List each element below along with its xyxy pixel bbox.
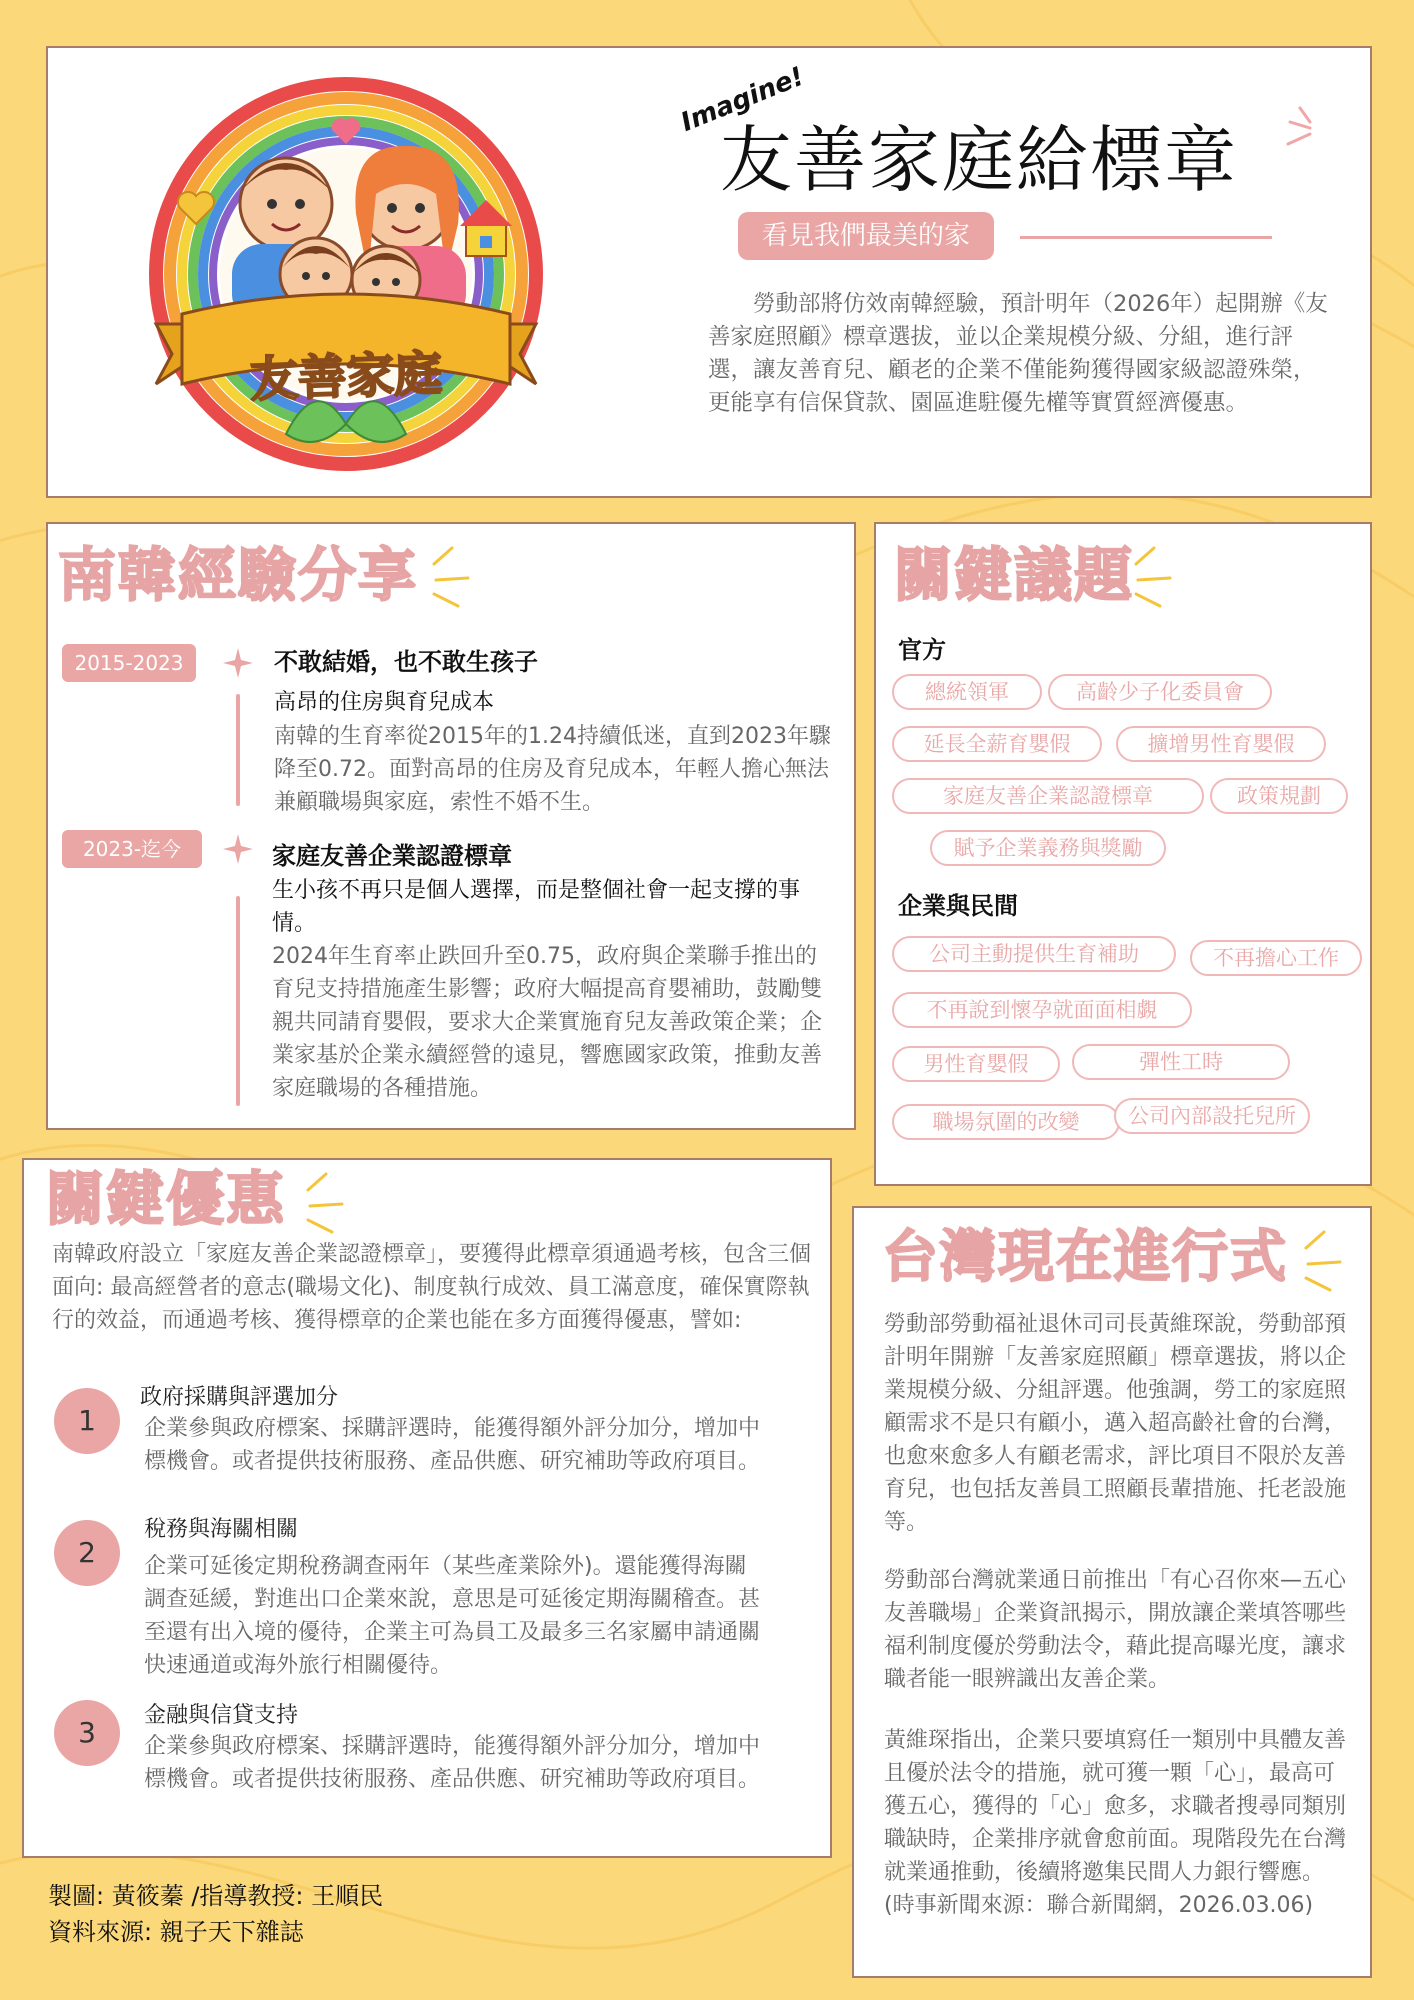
taiwan-paragraph-2: 勞動部台灣就業通日前推出「有心召你來—五心友善職場」企業資訊揭示，開放讓企業填答哪些福利制度優於勞動法令，藉此提高曝光度，讓求職者能一眼辨識出友善企業。 [884, 1568, 1347, 1692]
benefits-title: 關鍵優惠 [46, 1165, 287, 1233]
korea-panel [46, 522, 856, 1130]
subtitle-badge: 看見我們最美的家 [738, 212, 994, 260]
issue-tag: 男性育嬰假 [892, 1046, 1060, 1082]
subtitle-rule [1020, 236, 1272, 239]
benefit-3-body: 企業參與政府標案、採購評選時，能獲得額外評分加分，增加中標機會。或者提供技術服務、產品供應、研究補助等政府項目。 [144, 1734, 761, 1792]
taiwan-title: 台灣現在進行式 [882, 1225, 1288, 1290]
timeline-line-1 [236, 694, 240, 806]
issue-tag: 家庭友善企業認證標章 [892, 778, 1204, 814]
benefit-number-1: 1 [54, 1388, 120, 1454]
issue-tag: 高齡少子化委員會 [1048, 674, 1272, 710]
sparkle-icon [1280, 104, 1340, 164]
korea-title: 南韓經驗分享 [58, 541, 419, 609]
benefit-number-2: 2 [54, 1520, 120, 1586]
issue-tag: 公司主動提供生育補助 [892, 936, 1176, 972]
sparkle-icon [1300, 1218, 1350, 1298]
issue-tag: 彈性工時 [1072, 1044, 1290, 1080]
issue-tag: 賦予企業義務與獎勵 [930, 830, 1166, 866]
benefit-1-title: 政府採購與評選加分 [140, 1385, 339, 1410]
star-icon [223, 648, 253, 678]
benefits-panel [22, 1158, 832, 1858]
benefit-2-title: 稅務與海關相關 [144, 1517, 299, 1542]
credit-line: 製圖: 黃筱蓁 /指導教授: 王順民 [48, 1882, 384, 1910]
intro-paragraph: 勞動部將仿效南韓經驗，預計明年（2026年）起開辦《友善家庭照顧》標章選拔，並以企業規模分級、分組，進行評選，讓友善育兒、顧老的企業不僅能夠獲得國家級認證殊榮，更能享有信保貸款、園區進駐優先權等實質經濟優惠。 [708, 291, 1328, 416]
korea-item-2-body: 2024年生育率止跌回升至0.75，政府與企業聯手推出的育兒支持措施產生影響；政府大幅提高育嬰補助，鼓勵雙親共同請育嬰假，要求大企業實施育兒友善政策企業；企業家基於企業永續經營的遠見，響應國家政策，推動友善家庭職場的各種措施。 [272, 944, 823, 1101]
source-line: 資料來源: 親子天下雜誌 [48, 1918, 304, 1946]
benefit-3-title: 金融與信貸支持 [144, 1703, 299, 1728]
period-pill-1: 2015-2023 [62, 644, 196, 682]
sparkle-icon [1130, 534, 1180, 614]
issue-tag: 不再說到懷孕就面面相覷 [892, 992, 1192, 1028]
logo-label: 友善家庭 [249, 345, 444, 409]
benefit-1-body: 企業參與政府標案、採購評選時，能獲得額外評分加分，增加中標機會。或者提供技術服務、產品供應、研究補助等政府項目。 [144, 1416, 761, 1474]
period-pill-2: 2023-迄今 [62, 830, 202, 868]
issue-tag: 不再擔心工作 [1190, 940, 1362, 976]
korea-item-2-sub: 生小孩不再只是個人選擇，而是整個社會一起支撐的事情。 [272, 878, 801, 936]
star-icon [223, 834, 253, 864]
benefit-2-body: 企業可延後定期稅務調查兩年（某些產業除外)。還能獲得海關調查延緩，對進出口企業來說，意思是可延後定期海關稽查。甚至還有出入境的優待，企業主可為員工及最多三名家屬申請通關快速通道或海外旅行相關優待。 [144, 1554, 761, 1678]
issue-tag: 公司內部設托兒所 [1114, 1098, 1310, 1134]
timeline-line-2 [236, 896, 240, 1106]
page-title: 友善家庭給標章 [720, 118, 1239, 202]
header-panel [46, 46, 1372, 498]
taiwan-paragraph-3: 黃維琛指出，企業只要填寫任一類別中具體友善且優於法令的措施，就可獲一顆「心」，最高可獲五心，獲得的「心」愈多，求職者搜尋同類別職缺時，企業排序就會愈前面。現階段先在台灣就業通推動，後續將邀集民間人力銀行響應。(時事新聞來源：聯合新聞網，2026.03.06) [884, 1728, 1347, 1918]
issue-tag: 職場氛圍的改變 [892, 1104, 1120, 1140]
civil-label: 企業與民間 [898, 892, 1018, 920]
taiwan-panel [852, 1206, 1372, 1978]
sparkle-icon [428, 534, 478, 614]
friendly-family-logo [136, 74, 556, 474]
korea-item-1-body: 南韓的生育率從2015年的1.24持續低迷，直到2023年驟降至0.72。面對高昂的住房及育兒成本，年輕人擔心無法兼顧職場與家庭，索性不婚不生。 [274, 724, 831, 815]
benefits-intro: 南韓政府設立「家庭友善企業認證標章」，要獲得此標章須通過考核，包含三個面向: 最高經營者的意志(職場文化)、制度執行成效、員工滿意度，確保實際執行的效益，而通過考核、獲得標章的企業也能在多方面獲得優惠，譬如: [52, 1242, 812, 1333]
issue-tag: 擴增男性育嬰假 [1116, 726, 1326, 762]
issue-tag: 政策規劃 [1210, 778, 1348, 814]
issues-panel [874, 522, 1372, 1186]
korea-item-1-sub: 高昂的住房與育兒成本 [274, 690, 495, 715]
sparkle-icon [302, 1160, 352, 1240]
issue-tag: 總統領軍 [892, 674, 1042, 710]
korea-item-1-heading: 不敢結婚，也不敢生孩子 [274, 648, 538, 676]
imagine-label: Imagine! [676, 61, 809, 138]
korea-item-2-heading: 家庭友善企業認證標章 [272, 842, 512, 870]
benefit-number-3: 3 [54, 1700, 120, 1766]
official-label: 官方 [898, 636, 946, 664]
taiwan-paragraph-1: 勞動部勞動福祉退休司司長黃維琛說，勞動部預計明年開辦「友善家庭照顧」標章選拔，將以企業規模分級、分組評選。他強調，勞工的家庭照顧需求不是只有顧小，邁入超高齡社會的台灣，也愈來愈多人有顧老需求，評比項目不限於友善育兒，也包括友善員工照顧長輩措施、托老設施等。 [884, 1312, 1347, 1535]
issue-tag: 延長全薪育嬰假 [892, 726, 1102, 762]
issues-title: 關鍵議題 [894, 541, 1135, 609]
